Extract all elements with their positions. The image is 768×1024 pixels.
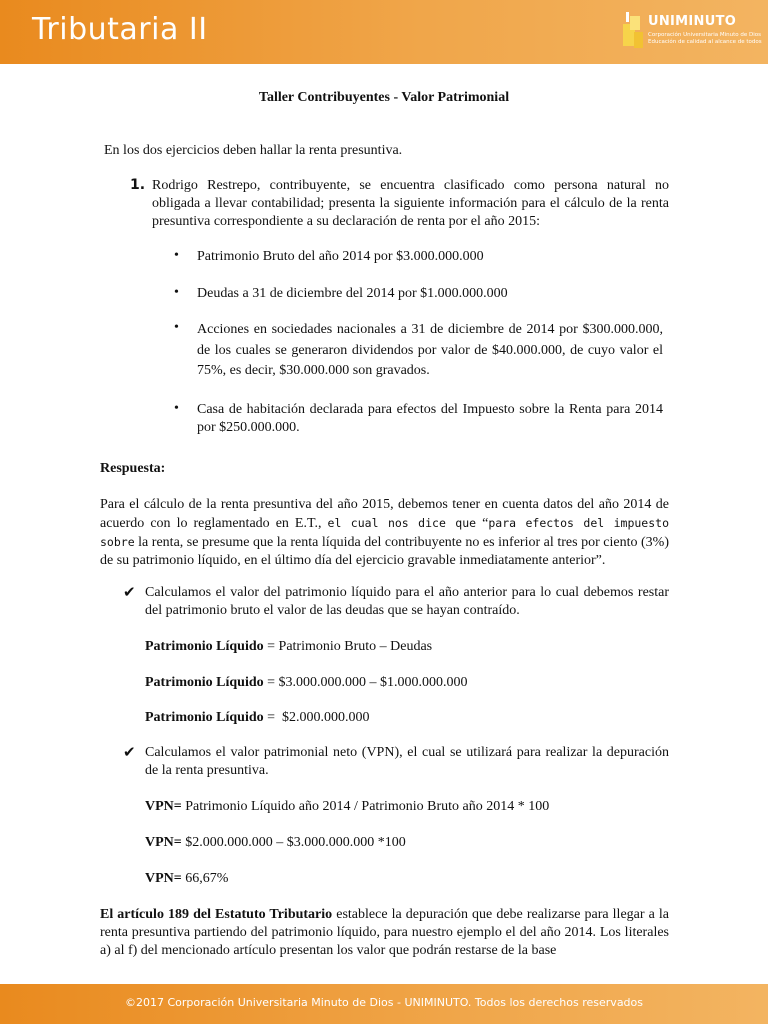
list-item: Deudas a 31 de diciembre del 2014 por $1.000.000.000 [197, 286, 508, 301]
check2-text: Calculamos el valor patrimonial neto (VPN), el cual se utilizará para realizar la depuración de la renta presuntiva. [145, 745, 669, 778]
page-footer [0, 984, 768, 1024]
logo-name: UNIMINUTO [648, 14, 737, 29]
logo-tagline-2: Educación de calidad al alcance de todos [648, 39, 762, 45]
answer-paragraph [100, 496, 669, 570]
check1-text: Calculamos el valor del patrimonio líquido para el año anterior para lo cual debemos restar del patrimonio bruto el valor de las deudas que se hayan contraído. [145, 585, 669, 618]
answer-text-1: Para el cálculo de la renta presuntiva del año 2015, debemos tener en cuenta datos del año 2014 de acuerdo con lo reglamentado en E.T., [100, 497, 669, 531]
formula-line [145, 870, 228, 888]
formula-value: $2.000.000.000 – $3.000.000.000 *100 [181, 835, 406, 850]
closing-text: establece la depuración que debe realizarse para llegar a la renta presuntiva partiendo del patrimonio líquido, para nuestro ejemplo el del año 2014. Los literales a) al f) del mencionado artículo presentan los valor que podrán restarse de la base [100, 907, 669, 958]
formula-value: 66,67% [181, 871, 229, 886]
answer-text-3: “ [476, 516, 489, 531]
bullet-icon: • [174, 285, 179, 300]
list-item: Casa de habitación declarada para efectos del Impuesto sobre la Renta para 2014 por $250.000.000. [197, 402, 663, 435]
page-header [0, 0, 768, 64]
bullet-icon: • [174, 320, 179, 335]
checkmark-icon: ✔ [123, 743, 136, 761]
course-title: Tributaria II [32, 12, 208, 47]
copyright-text: ©2017 Corporación Universitaria Minuto de Dios - UNIMINUTO. Todos los derechos reservados [125, 996, 643, 1009]
formula-line [145, 638, 432, 656]
uniminuto-logo-icon [620, 10, 646, 54]
uniminuto-logo [620, 10, 766, 54]
closing-paragraph [100, 906, 669, 960]
closing-bold-text: El artículo 189 del Estatuto Tributario [100, 907, 333, 922]
formula-value: = Patrimonio Bruto – Deudas [263, 639, 433, 654]
intro-paragraph: En los dos ejercicios deben hallar la renta presuntiva. [104, 143, 403, 158]
formula-value: = $3.000.000.000 – $1.000.000.000 [263, 675, 468, 690]
formula-label: Patrimonio Líquido [145, 639, 264, 654]
formula-line [145, 834, 406, 852]
item1-text: Rodrigo Restrepo, contribuyente, se encuentra clasificado como persona natural no obligada a llevar contabilidad; presenta la siguiente información para el cálculo de la renta presuntiva correspondiente a su declaración de renta por el año 2015: [152, 178, 669, 229]
formula-line [145, 709, 370, 727]
formula-label: VPN= [145, 835, 182, 850]
formula-value: Patrimonio Líquido año 2014 / Patrimonio Bruto año 2014 * 100 [181, 799, 550, 814]
document-title: Taller Contribuyentes - Valor Patrimonial [258, 90, 510, 105]
formula-line [145, 674, 468, 692]
formula-line [145, 798, 549, 816]
answer-text-4: para efectos del impuesto sobre [100, 516, 670, 549]
answer-text-2: el cual nos dice que [327, 516, 477, 530]
list-item: Acciones en sociedades nacionales a 31 de diciembre de 2014 por $300.000.000, de los cuales se generaron dividendos por valor de $40.000.000, de cuyo valor el 75%, es decir, $30.000.000 son gravados. [197, 322, 663, 378]
formula-label: Patrimonio Líquido [145, 710, 264, 725]
answer-text-5: la renta, se presume que la renta líquida del contribuyente no es inferior al tres por ciento (3%) de su patrimonio líquido, en el último día del ejercicio gravable inmediatamente anterior”. [100, 535, 669, 568]
bullet-icon: • [174, 401, 179, 416]
list-item: Patrimonio Bruto del año 2014 por $3.000.000.000 [197, 249, 484, 264]
formula-label: Patrimonio Líquido [145, 675, 264, 690]
formula-label: VPN= [145, 871, 182, 886]
checkmark-icon: ✔ [123, 583, 136, 601]
bullet-icon: • [174, 248, 179, 263]
formula-value: = $2.000.000.000 [263, 710, 370, 725]
answer-heading: Respuesta: [100, 461, 166, 476]
logo-tagline-1: Corporación Universitaria Minuto de Dios [648, 32, 762, 38]
formula-label: VPN= [145, 799, 182, 814]
item-number: 1. [130, 177, 146, 193]
